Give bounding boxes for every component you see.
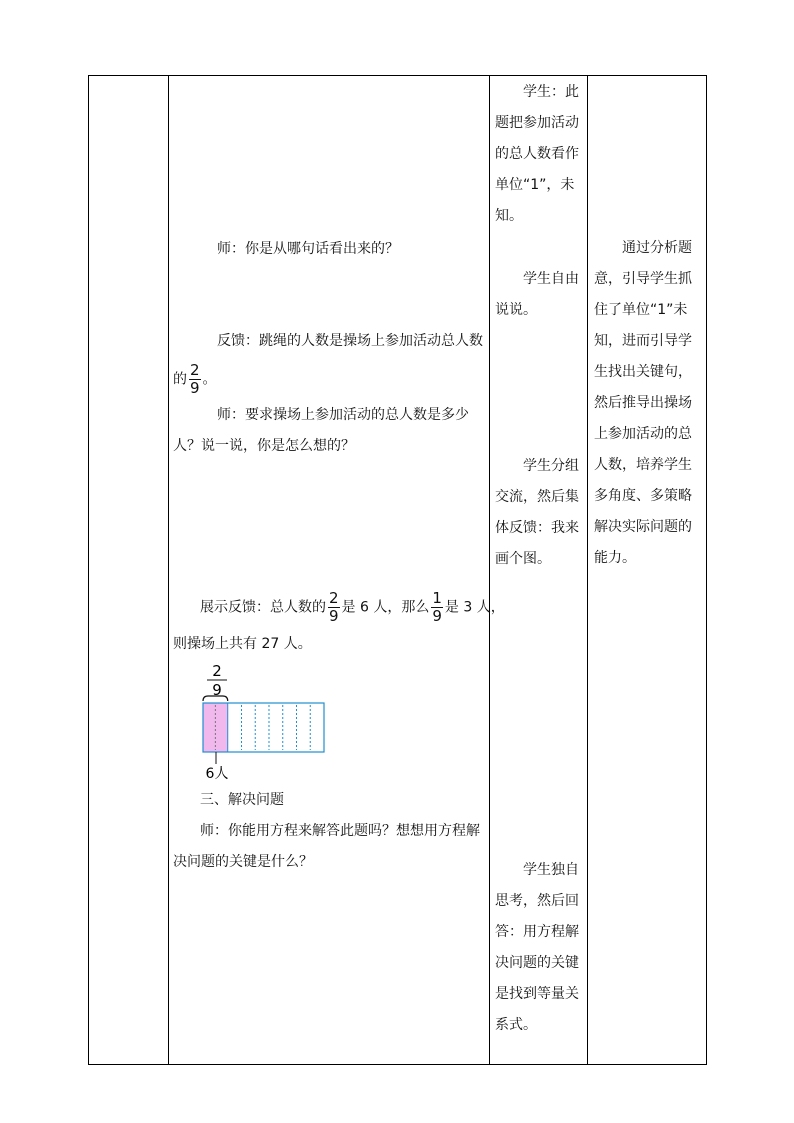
student-activity-line: 知。 bbox=[495, 208, 523, 224]
teacher-question-1: 师：你是从哪句话看出来的？ bbox=[217, 241, 399, 257]
student-activity-line: 学生分组 bbox=[523, 458, 579, 474]
student-activity-line: 单位“1”，未 bbox=[495, 177, 575, 193]
student-activity-line: 学生：此 bbox=[523, 84, 579, 100]
show-feedback-line-1: 展示反馈：总人数的 $\frac{2}{9}$ 是 6 人，那么 $\frac{1}{9}$ 是 3 人， bbox=[200, 589, 505, 625]
teacher-question-3a: 师：你能用方程来解答此题吗？想想用方程解 bbox=[200, 823, 480, 839]
student-activity-line: 思考，然后回 bbox=[495, 893, 579, 909]
column-divider bbox=[489, 76, 490, 1064]
fraction-2-9: $\frac{2}{9}$ bbox=[329, 589, 339, 625]
column-divider bbox=[168, 76, 169, 1064]
design-intent-line: 能力。 bbox=[594, 550, 636, 566]
design-intent-line: 住了单位“1”未 bbox=[594, 302, 688, 318]
teacher-question-2b: 人？说一说，你是怎么想的？ bbox=[173, 438, 355, 454]
column-divider bbox=[587, 76, 588, 1064]
teacher-question-2a: 师：要求操场上参加活动的总人数是多少 bbox=[217, 407, 469, 423]
student-activity-line: 题把参加活动 bbox=[495, 115, 579, 131]
design-intent-line: 解决实际问题的 bbox=[594, 519, 692, 535]
student-activity-line: 答：用方程解 bbox=[495, 924, 579, 940]
student-activity-line: 决问题的关键 bbox=[495, 955, 579, 971]
design-intent-line: 然后推导出操场 bbox=[594, 395, 692, 411]
fraction-diagram bbox=[195, 660, 335, 785]
design-intent-line: 意，引导学生抓 bbox=[594, 271, 692, 287]
design-intent-line: 通过分析题 bbox=[622, 240, 692, 256]
fraction-2-9: $\frac{2}{9}$ bbox=[190, 361, 200, 397]
design-intent-line: 多角度、多策略 bbox=[594, 488, 692, 504]
student-activity-line: 说说。 bbox=[495, 302, 537, 318]
student-activity-line: 画个图。 bbox=[495, 551, 551, 567]
student-activity-line: 的总人数看作 bbox=[495, 146, 579, 162]
diagram-bottom-label: 6人 bbox=[205, 766, 229, 782]
student-activity-line: 交流，然后集 bbox=[495, 489, 579, 505]
feedback-line-2: 的 $\frac{2}{9}$ 。 bbox=[173, 361, 217, 397]
diagram-denominator: 9 bbox=[212, 681, 222, 699]
feedback-line-1: 反馈：跳绳的人数是操场上参加活动总人数 bbox=[217, 333, 483, 349]
fraction-1-9: $\frac{1}{9}$ bbox=[432, 589, 442, 625]
design-intent-line: 人数，培养学生 bbox=[594, 457, 692, 473]
design-intent-line: 生找出关键句， bbox=[594, 364, 692, 380]
student-activity-line: 体反馈：我来 bbox=[495, 520, 579, 536]
student-activity-line: 学生独自 bbox=[523, 862, 579, 878]
diagram-dividers bbox=[215, 703, 310, 752]
show-feedback-line-2: 则操场上共有 27 人。 bbox=[173, 636, 312, 652]
student-activity-line: 学生自由 bbox=[523, 271, 579, 287]
section-title-3: 三、解决问题 bbox=[200, 792, 284, 808]
teacher-question-3b: 决问题的关键是什么？ bbox=[173, 854, 313, 870]
design-intent-line: 知，进而引导学 bbox=[594, 333, 692, 349]
diagram-numerator: 2 bbox=[212, 662, 222, 680]
student-activity-line: 系式。 bbox=[495, 1017, 537, 1033]
design-intent-line: 上参加活动的总 bbox=[594, 426, 692, 442]
student-activity-line: 是找到等量关 bbox=[495, 986, 579, 1002]
